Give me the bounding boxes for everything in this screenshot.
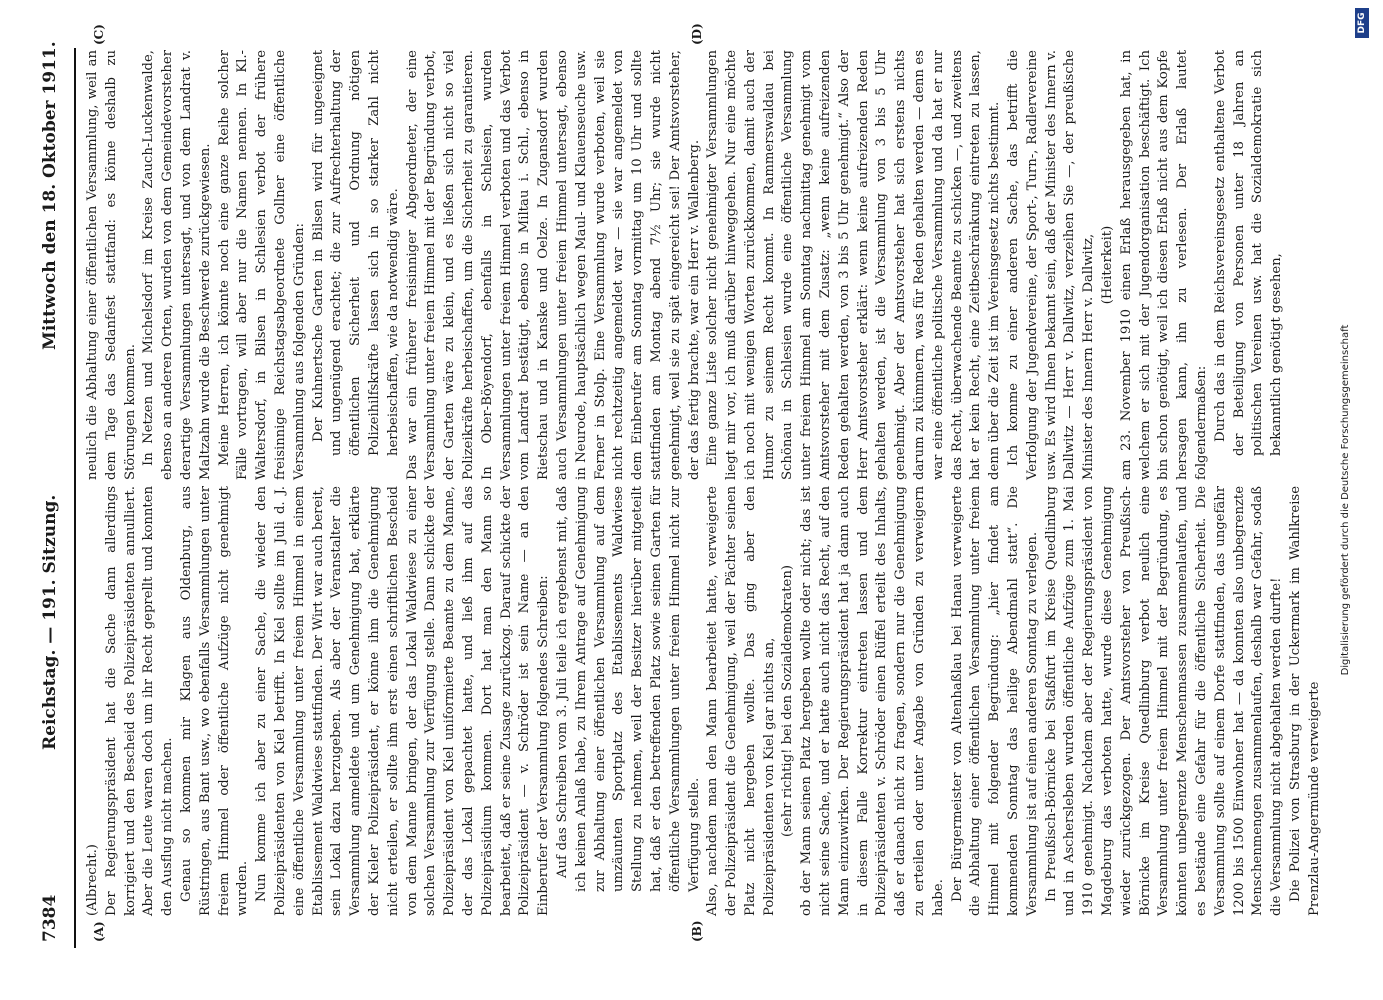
- dfg-logo: DFG: [1355, 8, 1369, 38]
- paragraph: Meine Herren, ich könnte noch eine ganze Reihe solcher Fälle vortragen, will aber nur die Namen nennen. In Kl.-Waltersdorf, in Bilsen in Schlesien verbot der frühere freisinnige Reichstagsabgeordnete Gollner eine öffentliche Versammlung aus folgenden Gründen:: [216, 50, 307, 480]
- right-text-column: [84, 50, 1314, 480]
- margin-mark-c: (C): [92, 24, 106, 45]
- paragraph: Das war ein früherer freisinniger Abgeordneter, der eine Versammlung unter freiem Himmel mit der Begründung verbot, der Garten wäre zu klein, und es ließen sich nicht so viel Polizeikräfte herbeischaffen, um die Sicherheit zu garantieren. In Ober-Böyendorf, ebenfalls in Schlesien, wurden Versammlungen unter freiem Himmel verboten und das Verbot vom Landrat bestätigt, ebenso in Miltau i. Schl., ebenso in Rietschau und in Kanske und Oelze. In Zugansdorf wurden auch Versammlungen unter freiem Himmel untersagt, ebenso in Neurode, hauptsächlich wegen Maul- und Klauenseuche usw. Ferner in Stolp. Eine Versammlung wurde verboten, weil sie nicht rechtzeitig angemeldet war — sie war angemeldet von dem Einberufer am Sonntag vormittag um 10 Uhr und sollte stattfinden am Montag abend 7½ Uhr; sie wurde nicht genehmigt, weil sie zu spät eingereicht sei! Der Amtsvorsteher, der das fertig brachte, war ein Herr v. Wallenberg.: [404, 50, 702, 480]
- paragraph: Also, nachdem man den Mann bearbeitet hatte, verweigerte der Polizeipräsident die Genehmigung, weil der Pächter seinen Platz nicht hergeben wollte. Das ging aber den Polizeipräsidenten von Kiel gar nichts an,: [705, 486, 777, 916]
- paragraph: am 23. November 1910 einen Erlaß herausgegeben hat, in welchem er sich mit der Jugendorganisation beschäftigt. Ich bin schon genötigt, weil ich diesen Erlaß nicht aus dem Kopfe hersagen kann, ihn zu verlesen. Der Erlaß lautet folgendermaßen:: [1118, 50, 1210, 480]
- paragraph: Genau so kommen mir Klagen aus Oldenburg, aus Rüstringen, aus Bant usw., wo ebenfalls Versammlungen unter freiem Himmel oder öffentliche Aufzüge nicht genehmigt wurden.: [178, 486, 251, 916]
- paragraph: (Albrecht.): [85, 844, 100, 916]
- paragraph: Nun komme ich aber zu einer Sache, die wieder den Polizeipräsidenten von Kiel betrifft. In Kiel sollte im Juli d. J. eine öffentliche Versammlung unter freiem Himmel in einem Etablissement Waldwiese stattfinden. Der Wirt war auch bereit, sein Lokal dazu herzugeben. Als aber der Veranstalter die Versammlung anmeldete und um Genehmigung bat, erklärte der Kieler Polizeipräsident, er könne ihm die Genehmigung nicht erteilen, er sollte ihm erst einen schriftlichen Bescheid von dem Manne bringen, der das Lokal Waldwiese zu einer solchen Versammlung zur Verfügung stelle. Dann schickte der Polizeipräsident von Kiel uniformierte Beamte zu dem Manne, der das Lokal gepachtet hatte, und ließ ihm auf das Polizeipräsidium kommen. Dort hat man den Mann so bearbeitet, daß er seine Zusage zurückzog. Darauf schickte der Polizeipräsident — v. Schröder ist sein Name — an den Einberufer der Versammlung folgendes Schreiben:: [254, 486, 552, 916]
- page-number: 7384: [40, 894, 60, 942]
- paragraph: Eine ganze Liste solcher nicht genehmigter Versammlungen liegt mir vor, ich muß darüber hinweggehen. Nur eine möchte ich noch mit wenigen Worten zurückkommen, damit auch der Humor zu seinem Recht kommt. In Rammerswaldau bei Schönau in Schlesien wurde eine öffentliche Versammlung unter freiem Himmel am Sonntag nachmittag genehmigt vom Amtsvorsteher mit dem Zusatz: „wenn keine aufreizenden Reden gehalten werden, von 3 bis 5 Uhr genehmigt.“ Also der Herr Amtsvorsteher erklärt: wenn keine aufreizenden Reden gehalten werden, ist die Versammlung von 3 bis 5 Uhr genehmigt. Aber der Amtsvorsteher hat sich erstens nichts darum zu kümmern, was für Reden gehalten werden — denn es war eine öffentliche politische Versammlung und da hat er nur das Recht, überwachende Beamte zu schicken —, und zweitens hat er kein Recht, eine Zeitbeschränkung eintreten zu lassen, denn über die Zeit ist im Vereinsgesetz nichts bestimmt.: [705, 50, 1003, 480]
- paragraph: In Netzen und Michelsdorf im Kreise Zauch-Luckenwalde, ebenso an anderen Orten, wurden von dem Gemeindevorsteher derartige Versammlungen untersagt, und von dem Landrat v. Maltzahn wurde die Beschwerde zurückgewiesen.: [141, 50, 213, 480]
- paragraph: neulich die Abhaltung einer öffentlichen Versammlung, weil an dem Tage das Sedanfest stattfand: es könne deshalb zu Störungen kommen.: [85, 50, 138, 480]
- left-text-column: [84, 486, 1322, 916]
- paragraph: Der Bürgermeister von Altenhaßlau bei Hanau verweigerte die Abhaltung einer öffentlichen Versammlung unter freiem Himmel mit folgender Begründung: „hier findet am kommenden Sonntag das heilige Abendmahl statt“. Die Versammlung ist auf einen anderen Sonntag zu verlegen.: [949, 486, 1040, 916]
- paragraph: Die Polizei von Strasburg in der Uckermark im Wahlkreise Prenzlau-Angermünde verweigerte: [1288, 486, 1322, 916]
- margin-mark-b: (B): [690, 920, 704, 942]
- paragraph: Auf das Schreiben vom 3. Juli teile ich ergebenst mit, daß ich keinen Anlaß habe, zu Ihrem Antrage auf Genehmigung zur Abhaltung einer öffentlichen Versammlung auf dem umzäunten Sportplatz des Etablissements Waldwiese Stellung zu nehmen, weil der Besitzer hierüber mitgeteilt hat, daß er den betreffenden Platz sowie seinen Garten für öffentliche Versammlungen unter freiem Himmel nicht zur Verfügung stelle.: [554, 486, 702, 892]
- paragraph: (Heiterkeit): [1100, 225, 1116, 305]
- header-rule: [74, 48, 76, 948]
- digitization-credit: Digitalisierung gefördert durch die Deutsche Forschungsgemeinschaft: [1340, 324, 1351, 676]
- paragraph: Ich komme zu einer anderen Sache, das betrifft die Verfolgung der Jugendvereine, der Sport-, Turn-, Radlervereine usw. Es wird Ihnen bekannt sein, daß der Minister des Innern v. Dallwitz — Herr v. Dallwitz, verzeihen Sie —, der preußische Minister des Innern Herr v. Dallwitz,: [1006, 50, 1097, 480]
- running-title: Reichstag. — 191. Sitzung.: [40, 494, 60, 750]
- session-date: Mittwoch den 18. Oktober 1911.: [40, 41, 60, 350]
- paragraph: Durch das in dem Reichsvereinsgesetz enthaltene Verbot der Beteiligung von Personen unter 18 Jahren an politischen Vereinen usw. hat die Sozialdemokratie sich bekanntlich genötigt gesehen,: [1212, 50, 1285, 456]
- paragraph: Der Kuhnertsche Garten in Bilsen wird für ungeeignet und ungenügend erachtet; die zur Aufrechterhaltung der öffentlichen Sicherheit und Ordnung nötigen Polizeihilfskräfte lassen sich in so starker Zahl nicht herbeischaffen, wie da notwendig wäre.: [310, 50, 401, 456]
- margin-mark-d: (D): [690, 23, 704, 45]
- paragraph: Der Regierungspräsident hat die Sache dann allerdings korrigiert und den Bescheid des Polizeipräsidenten annulliert. Aber die Leute waren doch um ihr Recht geprellt und konnten den Ausflug nicht machen.: [103, 486, 176, 916]
- paragraph: ob der Mann seinen Platz hergeben wollte oder nicht; das ist nicht seine Sache, und er hatte auch nicht das Recht, auf den Mann einzuwirken. Der Regierungspräsident hat ja dann auch in diesem Falle Korrektur eintreten lassen und dem Polizeipräsidenten v. Schröder einen Rüffel erteilt des Inhalts, daß er danach nicht zu fragen, sondern nur die Genehmigung zu erteilen oder unter Angabe von Gründen zu verweigern habe.: [799, 486, 946, 916]
- paragraph: (sehr richtig! bei den Sozialdemokraten): [780, 565, 796, 837]
- paragraph: In Preußisch-Börnicke bei Staßfurt im Kreise Quedlinburg und in Aschersleben wurden öffentliche Aufzüge zum 1. Mai 1910 genehmigt. Nachdem aber der Regierungspräsident von Magdeburg das verboten hatte, wurde diese Genehmigung wieder zurückgezogen. Der Amtsvorsteher von Preußisch-Börnicke im Kreise Quedlinburg verbot neulich eine Versammlung unter freiem Himmel mit der Begründung, es könnten unbegrenzte Menschenmassen zusammenlaufen, und es bestände eine Gefahr für die öffentliche Sicherheit. Die Versammlung sollte auf einem Dorfe stattfinden, das ungefähr 1200 bis 1500 Einwohner hat — da konnten also unbegrenzte Menschenmengen zusammenlaufen, deshalb war Gefahr, sodaß die Versammlung nicht abgehalten werden durfte!: [1043, 486, 1285, 916]
- margin-mark-a: (A): [92, 921, 106, 942]
